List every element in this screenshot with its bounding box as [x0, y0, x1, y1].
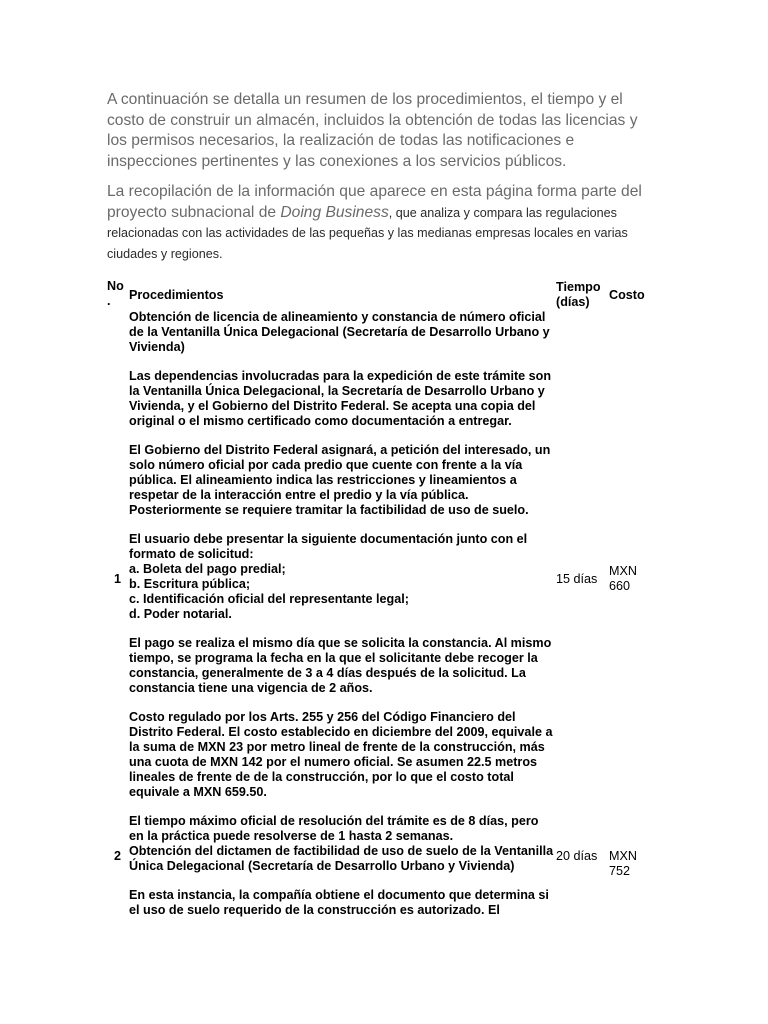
procedure-block: El pago se realiza el mismo día que se solicita la constancia. Al mismo tiempo, se programa la fecha en la que el solicitante debe recoger la constancia, generalmente de 3 a 4 días después de la solicitud. La constancia tiene una vigencia de 2 años. [129, 636, 552, 695]
row-number: 1 [114, 572, 122, 586]
procedures-column [129, 310, 554, 932]
procedure-block: El Gobierno del Distrito Federal asignará, a petición del interesado, un solo número oficial por cada predio que cuente con frente a la vía pública. El alineamiento indica las restricciones y lineamientos a respetar de la interacción entre el predio y la vía pública. Posteriormente se requiere tramitar la factibilidad de uso de suelo. [129, 443, 551, 517]
row-number: 2 [114, 849, 122, 863]
header-no: No . [107, 279, 124, 308]
header-costo: Costo [609, 288, 645, 302]
row-costo: MXN 660 [609, 564, 637, 593]
procedure-block: El usuario debe presentar la siguiente documentación junto con el formato de solicitud: a. Boleta del pago predial; b. Escritura pública; c. Identificación oficial del representante legal; d. Poder notarial. [129, 532, 528, 621]
intro-paragraph-1: A continuación se detalla un resumen de los procedimientos, el tiempo y el costo de construir un almacén, incluidos la obtención de todas las licencias y los permisos necesarios, la realización de todas las notificaciones e inspecciones pertinentes y las conexiones a los servicios públicos. [107, 91, 638, 170]
doing-business-title: Doing Business [280, 203, 389, 221]
intro-paragraph-2 [107, 182, 652, 264]
procedure-block: Costo regulado por los Arts. 255 y 256 del Código Financiero del Distrito Federal. El costo establecido en diciembre del 2009, equivale a la suma de MXN 23 por metro lineal de frente de la construcción, más una cuota de MXN 142 por el numero oficial. Se asumen 22.5 metros lineales de frente de de la construcción, por lo que el costo total equivale a MXN 659.50. [129, 710, 553, 799]
row-tiempo: 20 días [556, 849, 598, 863]
row-tiempo: 15 días [556, 572, 598, 586]
procedure-block: Las dependencias involucradas para la expedición de este trámite son la Ventanilla Única Delegacional, la Secretaría de Desarrollo Urbano y Vivienda, y el Gobierno del Distrito Federal. Se acepta una copia del original o el mismo certificado como documentación a entregar. [129, 369, 552, 428]
header-procedimientos: Procedimientos [129, 288, 224, 302]
procedure-block: En esta instancia, la compañía obtiene el documento que determina si el uso de suelo requerido de la construcción es autorizado. El [129, 888, 549, 917]
header-tiempo: Tiempo (días) [556, 280, 601, 309]
row-costo: MXN 752 [609, 849, 637, 878]
intro-paragraph-2-start: La recopilación de la información que aparece en esta página forma parte del proyecto subnacional de [107, 183, 642, 221]
procedure-block: El tiempo máximo oficial de resolución del trámite es de 8 días, pero en la práctica puede resolverse de 1 hasta 2 semanas. Obtención del dictamen de factibilidad de uso de suelo de la Ventanilla Única Delegacional (Secretaría de Desarrollo Urbano y Vivienda) [129, 814, 554, 873]
intro-text [107, 90, 652, 264]
intro-paragraph-2-end: , que analiza y compara las regulaciones relacionadas con las actividades de las pequeñas y las medianas empresas locales en varias ciudades y regiones. [107, 205, 628, 261]
procedure-block: Obtención de licencia de alineamiento y constancia de número oficial de la Ventanilla Única Delegacional (Secretaría de Desarrollo Urbano y Vivienda) [129, 310, 550, 354]
